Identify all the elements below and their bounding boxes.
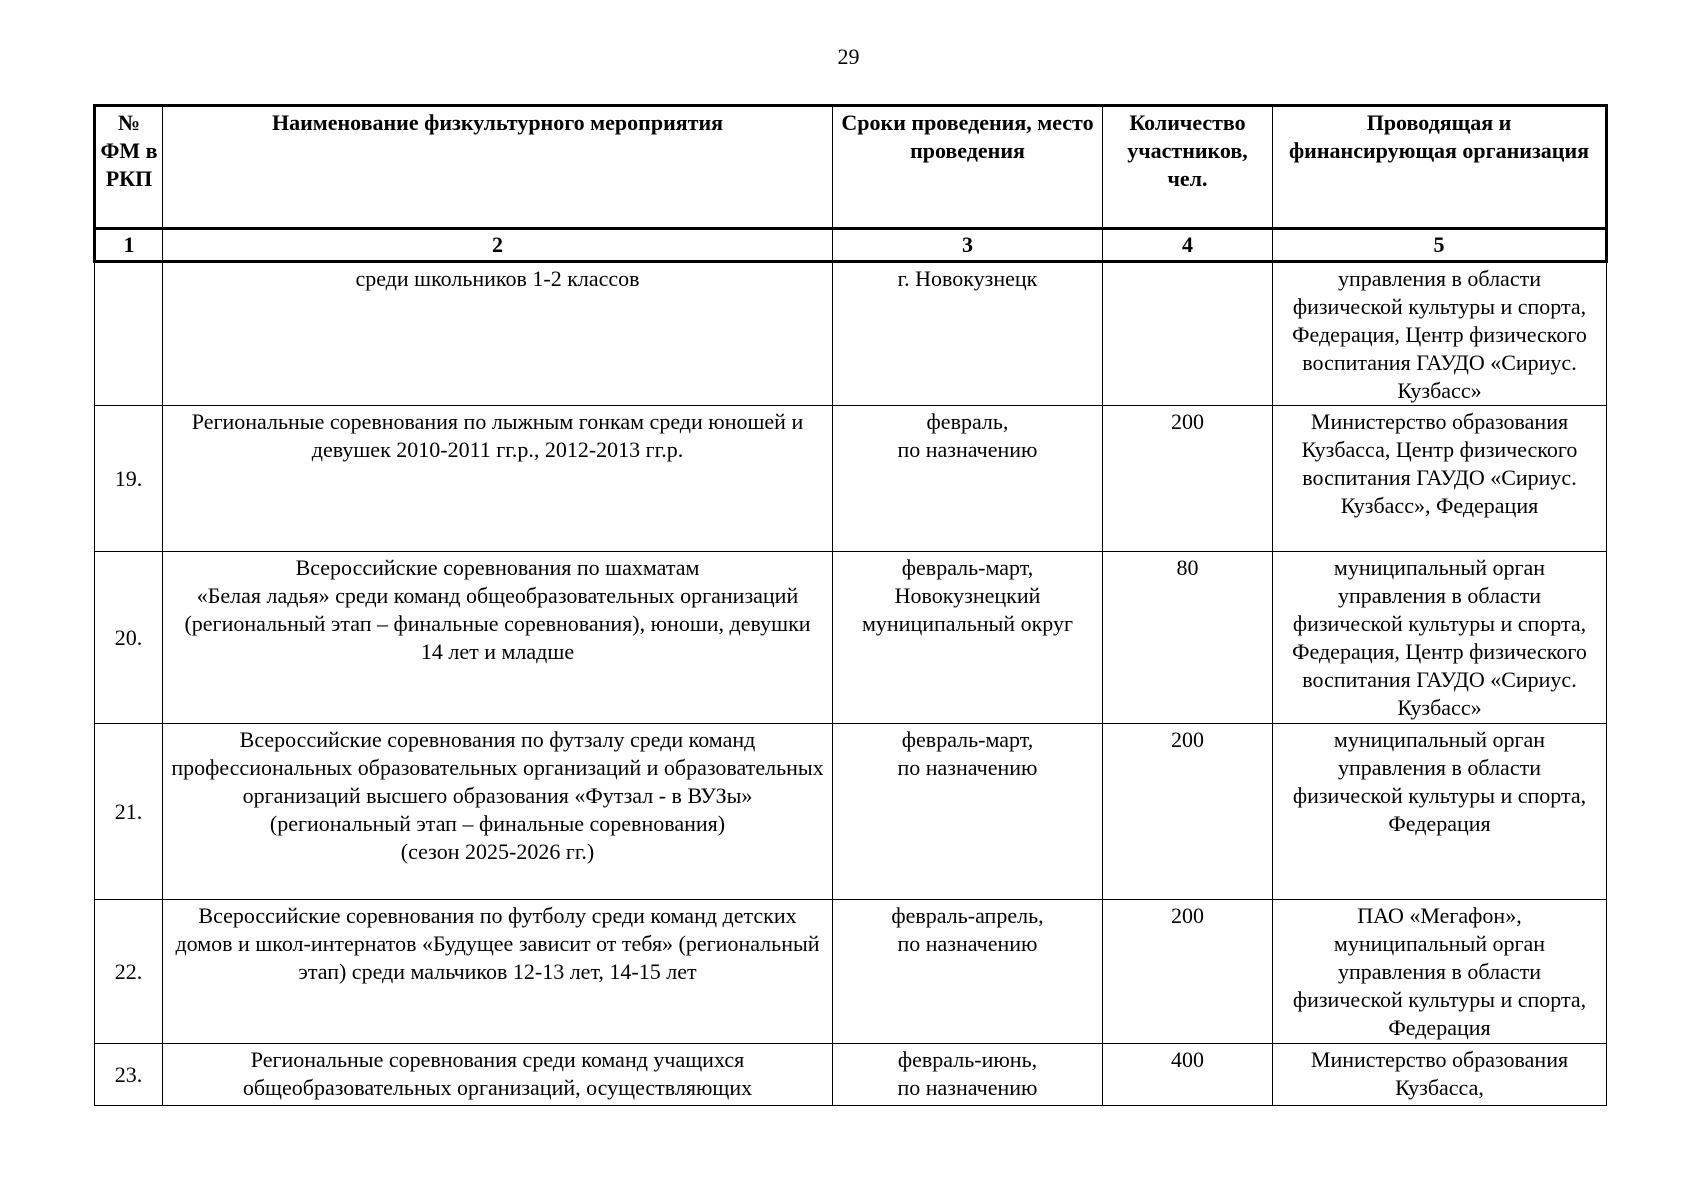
event-name: Всероссийские соревнования по шахматам «Белая ладья» среди команд общеобразовательных организаций (региональный этап – финальные соревнования), юноши, девушки 14 лет и младше [163, 552, 833, 724]
table-row [95, 724, 1607, 900]
column-number: 3 [833, 229, 1103, 262]
row-number: 23. [95, 1044, 163, 1106]
event-organization: муниципальный орган управления в области физической культуры и спорта, Федерация [1273, 724, 1607, 900]
header-number: № ФМ в РКП [95, 106, 163, 229]
event-dates-place: февраль-март, по назначению [833, 724, 1103, 900]
event-name: Всероссийские соревнования по футзалу среди команд профессиональных образовательных организаций и образовательных организаций высшего образования «Футзал - в ВУЗы» (региональный этап – финальные соревнования) (сезон 2025-2026 гг.) [163, 724, 833, 900]
event-name: Региональные соревнования среди команд учащихся общеобразовательных организаций, осуществляющих [163, 1044, 833, 1106]
header-dates-place: Сроки проведения, место проведения [833, 106, 1103, 229]
event-organization: Министерство образования Кузбасса, Центр физического воспитания ГАУДО «Сириус. Кузбасс», Федерация [1273, 406, 1607, 552]
event-organization: муниципальный орган управления в области физической культуры и спорта, Федерация, Центр физического воспитания ГАУДО «Сириус. Кузбасс» [1273, 552, 1607, 724]
header-row [95, 106, 1607, 229]
column-number: 1 [95, 229, 163, 262]
event-dates-place: февраль-март, Новокузнецкий муниципальный округ [833, 552, 1103, 724]
event-participants: 200 [1103, 900, 1273, 1044]
row-number [95, 262, 163, 406]
event-dates-place: февраль, по назначению [833, 406, 1103, 552]
event-name: Региональные соревнования по лыжным гонкам среди юношей и девушек 2010-2011 гг.р., 2012-2013 гг.р. [163, 406, 833, 552]
row-number: 19. [95, 406, 163, 552]
column-number: 2 [163, 229, 833, 262]
table-row [95, 900, 1607, 1044]
event-participants: 400 [1103, 1044, 1273, 1106]
header-participants: Количество участников, чел. [1103, 106, 1273, 229]
table-row [95, 552, 1607, 724]
event-organization: управления в области физической культуры и спорта, Федерация, Центр физического воспитания ГАУДО «Сириус. Кузбасс» [1273, 262, 1607, 406]
header-event-name: Наименование физкультурного мероприятия [163, 106, 833, 229]
event-participants: 200 [1103, 724, 1273, 900]
event-participants: 80 [1103, 552, 1273, 724]
event-name: Всероссийские соревнования по футболу среди команд детских домов и школ-интернатов «Будущее зависит от тебя» (региональный этап) среди мальчиков 12-13 лет, 14-15 лет [163, 900, 833, 1044]
event-participants [1103, 262, 1273, 406]
row-number: 20. [95, 552, 163, 724]
table-row [95, 406, 1607, 552]
header-organization: Проводящая и финансирующая организация [1273, 106, 1607, 229]
event-organization: ПАО «Мегафон», муниципальный орган управления в области физической культуры и спорта, Федерация [1273, 900, 1607, 1044]
events-table [93, 104, 1608, 1106]
row-number: 22. [95, 900, 163, 1044]
event-name: среди школьников 1-2 классов [163, 262, 833, 406]
row-number: 21. [95, 724, 163, 900]
event-dates-place: г. Новокузнецк [833, 262, 1103, 406]
event-organization: Министерство образования Кузбасса, [1273, 1044, 1607, 1106]
column-number: 5 [1273, 229, 1607, 262]
event-dates-place: февраль-апрель, по назначению [833, 900, 1103, 1044]
column-number: 4 [1103, 229, 1273, 262]
event-participants: 200 [1103, 406, 1273, 552]
event-dates-place: февраль-июнь, по назначению [833, 1044, 1103, 1106]
table-row [95, 262, 1607, 406]
table-row [95, 1044, 1607, 1106]
column-number-row [95, 229, 1607, 262]
page-number: 29 [837, 44, 860, 69]
